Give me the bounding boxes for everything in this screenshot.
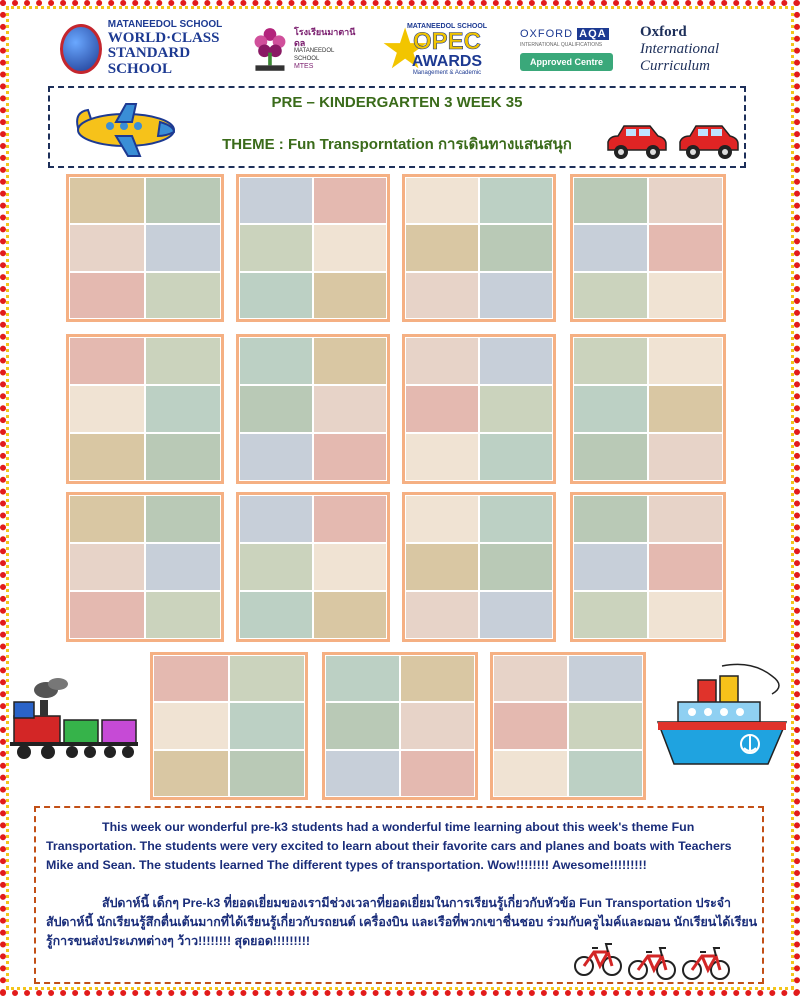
- logo-text: โรงเรียนมาตานีดล: [293, 26, 356, 48]
- photo-thumbnail: [145, 433, 221, 481]
- photo-thumbnail: [648, 385, 723, 433]
- photo-thumbnail: [648, 433, 723, 481]
- photo-collage: [236, 492, 390, 642]
- logo-text: MATANEEDOL SCHOOL: [406, 22, 488, 30]
- photo-thumbnail: [405, 495, 479, 543]
- photo-thumbnail: [405, 177, 479, 224]
- photo-thumbnail: [145, 385, 221, 433]
- logo-text: STANDARD SCHOOL: [107, 45, 191, 78]
- logo-text: OXFORD: [520, 27, 574, 40]
- photo-thumbnail: [405, 591, 479, 639]
- photo-thumbnail: [493, 702, 568, 749]
- logo-text: International: [640, 40, 720, 57]
- oxford-aqa-logo: [520, 17, 620, 81]
- logo-text: AQA: [579, 27, 607, 40]
- mtes-logo: [250, 17, 360, 81]
- photo-thumbnail: [69, 272, 145, 319]
- photo-thumbnail: [313, 591, 387, 639]
- photo-thumbnail: [479, 495, 553, 543]
- logo-text: WORLD·CLASS: [107, 29, 220, 46]
- oxford-international-curriculum-logo: [640, 17, 750, 81]
- cars-icon: [604, 120, 742, 164]
- photo-thumbnail: [648, 224, 723, 271]
- logo-text: MATANEEDOL SCHOOL: [293, 48, 335, 62]
- photo-thumbnail: [313, 224, 387, 271]
- photo-collage: [322, 652, 478, 800]
- photo-thumbnail: [573, 495, 648, 543]
- photo-thumbnail: [239, 433, 313, 481]
- photo-thumbnail: [479, 337, 553, 385]
- photo-thumbnail: [229, 702, 305, 749]
- photo-thumbnail: [69, 495, 145, 543]
- logo-text: MTES: [293, 62, 314, 70]
- train-icon: [6, 676, 142, 766]
- photo-thumbnail: [405, 385, 479, 433]
- airplane-icon: [70, 92, 180, 162]
- photo-thumbnail: [648, 495, 723, 543]
- bicycles-icon: [574, 928, 734, 980]
- photo-collage: [402, 334, 556, 484]
- logo-text: INTERNATIONAL QUALIFICATIONS: [520, 41, 603, 48]
- photo-thumbnail: [69, 177, 145, 224]
- photo-thumbnail: [313, 495, 387, 543]
- photo-thumbnail: [573, 543, 648, 591]
- photo-collage: [66, 334, 224, 484]
- photo-thumbnail: [153, 655, 229, 702]
- photo-thumbnail: [325, 750, 400, 797]
- description-thai-text: สัปดาห์นี้ เด็กๆ Pre-k3 ที่ยอดเยี่ยมของเรามีช่วงเวลาที่ยอดเยี่ยมในการเรียนรู้เกี่ยวกับหัวข้อ Fun Transportation ประจำสัปดาห์นี้ นักเรียนรู้สึกตื่นเต้นมากที่ได้เรียนรู้เกี่ยวกับรถยนต์ เครื่องบิน และเรือที่พวกเขาชื่นชอบ ร่วมกับครูไมค์และฌอน นักเรียนได้เรียนรู้การขนส่งประเภทต่างๆ ว้าว!!!!!!!! สุดยอด!!!!!!!!!: [46, 896, 758, 949]
- photo-thumbnail: [239, 495, 313, 543]
- photo-thumbnail: [313, 543, 387, 591]
- photo-thumbnail: [648, 272, 723, 319]
- photo-collage: [236, 334, 390, 484]
- photo-thumbnail: [405, 433, 479, 481]
- photo-thumbnail: [648, 177, 723, 224]
- photo-thumbnail: [493, 750, 568, 797]
- photo-thumbnail: [479, 543, 553, 591]
- photo-collage: [66, 174, 224, 322]
- photo-thumbnail: [313, 337, 387, 385]
- photo-thumbnail: [313, 433, 387, 481]
- photo-thumbnail: [325, 702, 400, 749]
- approved-centre-badge: Approved Centre: [520, 53, 613, 71]
- logo-text: Oxford: [640, 23, 687, 40]
- photo-thumbnail: [568, 655, 643, 702]
- photo-thumbnail: [313, 272, 387, 319]
- photo-thumbnail: [568, 702, 643, 749]
- opec-awards-logo: [380, 17, 500, 81]
- photo-thumbnail: [239, 272, 313, 319]
- photo-thumbnail: [239, 385, 313, 433]
- photo-thumbnail: [239, 224, 313, 271]
- photo-collage: [236, 174, 390, 322]
- flower-icon: [250, 23, 290, 75]
- photo-collage: [150, 652, 308, 800]
- photo-thumbnail: [153, 750, 229, 797]
- photo-collage: [66, 492, 224, 642]
- logo-text: Management & Academic: [412, 69, 482, 76]
- photo-thumbnail: [69, 433, 145, 481]
- photo-thumbnail: [69, 385, 145, 433]
- photo-collage: [402, 492, 556, 642]
- photo-thumbnail: [400, 750, 475, 797]
- photo-thumbnail: [313, 177, 387, 224]
- description-english-text: This week our wonderful pre-k3 students had a wonderful time learning about this week's theme Fun Transportation. The students were very excited to learn about their favorite cars and planes and boats with Teachers Mike and Sean. The students learned The different types of transportation. Wow!!!!!!!! Awesome!!!!!!!!!: [46, 820, 732, 873]
- description-english: [46, 818, 758, 876]
- photo-thumbnail: [239, 177, 313, 224]
- photo-thumbnail: [229, 750, 305, 797]
- photo-collage: [402, 174, 556, 322]
- photo-thumbnail: [493, 655, 568, 702]
- photo-thumbnail: [479, 385, 553, 433]
- photo-thumbnail: [145, 591, 221, 639]
- photo-thumbnail: [479, 177, 553, 224]
- photo-thumbnail: [69, 224, 145, 271]
- photo-thumbnail: [313, 385, 387, 433]
- logo-text: AWARDS: [411, 52, 483, 70]
- photo-thumbnail: [479, 272, 553, 319]
- star-icon: ★: [380, 17, 431, 80]
- photo-thumbnail: [239, 337, 313, 385]
- photo-thumbnail: [145, 272, 221, 319]
- photo-thumbnail: [145, 224, 221, 271]
- theme-title: THEME : Fun Transporntation การเดินทางแสนสนุก: [222, 136, 572, 153]
- photo-thumbnail: [573, 177, 648, 224]
- photo-thumbnail: [69, 591, 145, 639]
- photo-thumbnail: [145, 177, 221, 224]
- photo-thumbnail: [648, 543, 723, 591]
- photo-thumbnail: [479, 591, 553, 639]
- photo-thumbnail: [325, 655, 400, 702]
- photo-thumbnail: [479, 433, 553, 481]
- ship-icon: [652, 660, 792, 780]
- photo-thumbnail: [479, 224, 553, 271]
- photo-collage: [570, 174, 726, 322]
- photo-thumbnail: [69, 337, 145, 385]
- photo-thumbnail: [568, 750, 643, 797]
- photo-thumbnail: [405, 337, 479, 385]
- matanee-dol-school-logo: [60, 17, 230, 81]
- photo-thumbnail: [648, 337, 723, 385]
- photo-thumbnail: [145, 495, 221, 543]
- photo-thumbnail: [405, 224, 479, 271]
- photo-thumbnail: [405, 543, 479, 591]
- photo-thumbnail: [229, 655, 305, 702]
- logo-text: OPEC: [412, 27, 481, 55]
- photo-thumbnail: [405, 272, 479, 319]
- logo-text: Curriculum: [640, 57, 711, 74]
- photo-thumbnail: [573, 337, 648, 385]
- photo-thumbnail: [400, 702, 475, 749]
- photo-thumbnail: [239, 543, 313, 591]
- photo-collage: [490, 652, 646, 800]
- photo-thumbnail: [573, 591, 648, 639]
- photo-thumbnail: [145, 337, 221, 385]
- page-title: PRE – KINDERGARTEN 3 WEEK 35: [271, 94, 523, 111]
- photo-thumbnail: [573, 272, 648, 319]
- logo-text: MATANEEDOL SCHOOL: [107, 19, 223, 31]
- photo-thumbnail: [145, 543, 221, 591]
- photo-thumbnail: [573, 385, 648, 433]
- photo-thumbnail: [239, 591, 313, 639]
- photo-thumbnail: [648, 591, 723, 639]
- header-logos: [60, 14, 750, 84]
- photo-thumbnail: [153, 702, 229, 749]
- photo-collage: [570, 334, 726, 484]
- photo-thumbnail: [69, 543, 145, 591]
- globe-icon: [60, 24, 102, 74]
- photo-thumbnail: [573, 433, 648, 481]
- photo-collage: [570, 492, 726, 642]
- photo-thumbnail: [573, 224, 648, 271]
- photo-thumbnail: [400, 655, 475, 702]
